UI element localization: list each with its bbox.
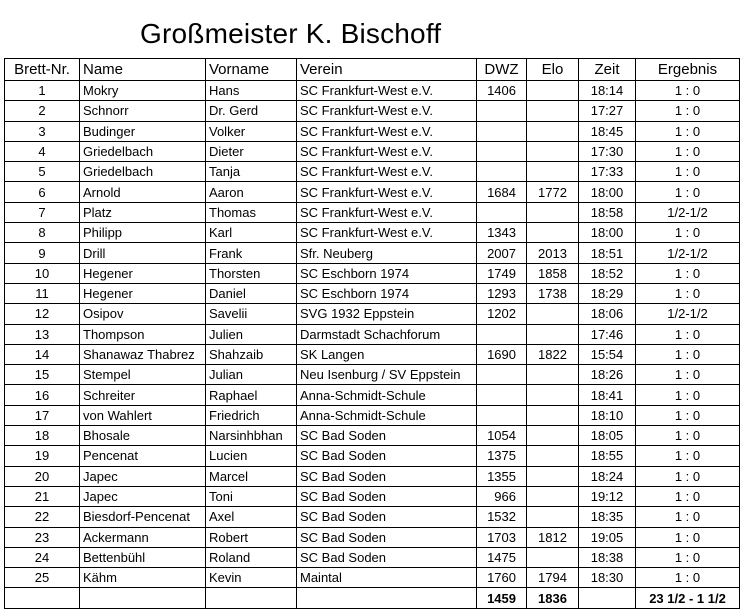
name-cell: Budinger <box>80 121 206 141</box>
club-cell: SC Frankfurt-West e.V. <box>297 141 477 161</box>
table-row <box>5 426 740 446</box>
table-row <box>5 304 740 324</box>
elo-cell <box>527 202 579 222</box>
elo-cell: 1738 <box>527 283 579 303</box>
first-name-cell: Toni <box>206 486 297 506</box>
dwz-cell: 1202 <box>477 304 527 324</box>
time-cell: 18:58 <box>579 202 636 222</box>
result-cell: 1 : 0 <box>636 466 740 486</box>
time-cell: 15:54 <box>579 344 636 364</box>
first-name-cell: Julien <box>206 324 297 344</box>
result-cell: 1 : 0 <box>636 162 740 182</box>
name-cell: Osipov <box>80 304 206 324</box>
name-cell: Hegener <box>80 263 206 283</box>
board-cell: 21 <box>5 486 80 506</box>
time-cell: 18:24 <box>579 466 636 486</box>
table-row <box>5 81 740 101</box>
elo-cell <box>527 101 579 121</box>
first-name-cell: Friedrich <box>206 405 297 425</box>
club-cell: Maintal <box>297 568 477 588</box>
time-cell: 18:10 <box>579 405 636 425</box>
name-cell: Japec <box>80 486 206 506</box>
column-header-board: Brett-Nr. <box>5 59 80 81</box>
first-name-cell: Axel <box>206 507 297 527</box>
elo-cell: 1858 <box>527 263 579 283</box>
dwz-cell <box>477 141 527 161</box>
board-cell: 10 <box>5 263 80 283</box>
dwz-cell <box>477 405 527 425</box>
name-cell: Bettenbühl <box>80 547 206 567</box>
name-cell: Stempel <box>80 365 206 385</box>
table-row <box>5 182 740 202</box>
board-cell: 20 <box>5 466 80 486</box>
table-row <box>5 263 740 283</box>
result-cell: 1 : 0 <box>636 141 740 161</box>
name-cell: Philipp <box>80 223 206 243</box>
board-cell: 9 <box>5 243 80 263</box>
table-row <box>5 405 740 425</box>
elo-cell <box>527 223 579 243</box>
elo-cell <box>527 446 579 466</box>
board-cell: 6 <box>5 182 80 202</box>
totals-row <box>5 588 740 608</box>
first-name-cell: Aaron <box>206 182 297 202</box>
time-cell: 19:05 <box>579 527 636 547</box>
first-name-cell: Raphael <box>206 385 297 405</box>
result-cell: 1 : 0 <box>636 101 740 121</box>
board-cell: 13 <box>5 324 80 344</box>
elo-cell <box>527 507 579 527</box>
table-row <box>5 283 740 303</box>
result-cell: 1 : 0 <box>636 121 740 141</box>
time-cell: 18:00 <box>579 182 636 202</box>
column-header-club: Verein <box>297 59 477 81</box>
result-cell: 1 : 0 <box>636 324 740 344</box>
table-row <box>5 547 740 567</box>
table-row <box>5 121 740 141</box>
board-cell: 12 <box>5 304 80 324</box>
result-cell: 1 : 0 <box>636 486 740 506</box>
page-title: Großmeister K. Bischoff <box>140 18 442 49</box>
elo-cell <box>527 385 579 405</box>
first-name-cell: Tanja <box>206 162 297 182</box>
elo-cell: 1836 <box>527 588 579 608</box>
first-name-cell: Lucien <box>206 446 297 466</box>
board-cell: 23 <box>5 527 80 547</box>
dwz-cell: 1684 <box>477 182 527 202</box>
time-cell: 18:14 <box>579 81 636 101</box>
time-cell: 18:06 <box>579 304 636 324</box>
elo-cell <box>527 81 579 101</box>
elo-cell <box>527 547 579 567</box>
elo-cell: 1772 <box>527 182 579 202</box>
time-cell: 18:00 <box>579 223 636 243</box>
club-cell: SC Frankfurt-West e.V. <box>297 223 477 243</box>
result-cell: 1 : 0 <box>636 81 740 101</box>
result-cell: 23 1/2 - 1 1/2 <box>636 588 740 608</box>
board-cell: 5 <box>5 162 80 182</box>
first-name-cell: Savelii <box>206 304 297 324</box>
name-cell: Biesdorf-Pencenat <box>80 507 206 527</box>
board-cell: 19 <box>5 446 80 466</box>
club-cell: Sfr. Neuberg <box>297 243 477 263</box>
club-cell: SC Frankfurt-West e.V. <box>297 81 477 101</box>
first-name-cell: Dr. Gerd <box>206 101 297 121</box>
elo-cell <box>527 486 579 506</box>
time-cell: 18:45 <box>579 121 636 141</box>
dwz-cell <box>477 324 527 344</box>
table-header-row <box>5 59 740 81</box>
club-cell: SC Frankfurt-West e.V. <box>297 121 477 141</box>
board-cell: 17 <box>5 405 80 425</box>
first-name-cell: Kevin <box>206 568 297 588</box>
first-name-cell: Dieter <box>206 141 297 161</box>
dwz-cell: 1406 <box>477 81 527 101</box>
elo-cell <box>527 121 579 141</box>
board-cell: 14 <box>5 344 80 364</box>
name-cell: Hegener <box>80 283 206 303</box>
first-name-cell: Karl <box>206 223 297 243</box>
result-cell: 1 : 0 <box>636 263 740 283</box>
time-cell: 18:51 <box>579 243 636 263</box>
name-cell: von Wahlert <box>80 405 206 425</box>
column-header-dwz: DWZ <box>477 59 527 81</box>
dwz-cell: 1760 <box>477 568 527 588</box>
result-cell: 1 : 0 <box>636 568 740 588</box>
club-cell: SC Frankfurt-West e.V. <box>297 162 477 182</box>
dwz-cell: 1532 <box>477 507 527 527</box>
board-cell: 3 <box>5 121 80 141</box>
result-cell: 1 : 0 <box>636 547 740 567</box>
dwz-cell: 1054 <box>477 426 527 446</box>
dwz-cell: 1459 <box>477 588 527 608</box>
club-cell: SC Bad Soden <box>297 527 477 547</box>
board-cell: 1 <box>5 81 80 101</box>
first-name-cell: Daniel <box>206 283 297 303</box>
elo-cell: 1812 <box>527 527 579 547</box>
result-cell: 1 : 0 <box>636 344 740 364</box>
time-cell: 18:55 <box>579 446 636 466</box>
club-cell <box>297 588 477 608</box>
time-cell: 17:27 <box>579 101 636 121</box>
result-cell: 1 : 0 <box>636 283 740 303</box>
board-cell: 15 <box>5 365 80 385</box>
club-cell: SC Bad Soden <box>297 426 477 446</box>
column-header-time: Zeit <box>579 59 636 81</box>
name-cell <box>80 588 206 608</box>
dwz-cell: 1475 <box>477 547 527 567</box>
time-cell: 18:38 <box>579 547 636 567</box>
dwz-cell: 1703 <box>477 527 527 547</box>
board-cell: 24 <box>5 547 80 567</box>
time-cell: 18:29 <box>579 283 636 303</box>
first-name-cell <box>206 588 297 608</box>
name-cell: Mokry <box>80 81 206 101</box>
club-cell: Neu Isenburg / SV Eppstein <box>297 365 477 385</box>
name-cell: Shanawaz Thabrez <box>80 344 206 364</box>
dwz-cell: 1690 <box>477 344 527 364</box>
time-cell: 18:35 <box>579 507 636 527</box>
club-cell: SC Bad Soden <box>297 446 477 466</box>
name-cell: Arnold <box>80 182 206 202</box>
name-cell: Schreiter <box>80 385 206 405</box>
elo-cell <box>527 324 579 344</box>
dwz-cell: 1375 <box>477 446 527 466</box>
name-cell: Kähm <box>80 568 206 588</box>
table-row <box>5 568 740 588</box>
result-cell: 1 : 0 <box>636 385 740 405</box>
time-cell: 17:46 <box>579 324 636 344</box>
dwz-cell: 1749 <box>477 263 527 283</box>
name-cell: Thompson <box>80 324 206 344</box>
board-cell: 2 <box>5 101 80 121</box>
result-cell: 1 : 0 <box>636 223 740 243</box>
elo-cell <box>527 365 579 385</box>
elo-cell <box>527 304 579 324</box>
club-cell: SVG 1932 Eppstein <box>297 304 477 324</box>
time-cell: 18:05 <box>579 426 636 446</box>
first-name-cell: Roland <box>206 547 297 567</box>
table-row <box>5 162 740 182</box>
name-cell: Schnorr <box>80 101 206 121</box>
table-row <box>5 223 740 243</box>
club-cell: SK Langen <box>297 344 477 364</box>
board-cell: 7 <box>5 202 80 222</box>
elo-cell <box>527 162 579 182</box>
table-row <box>5 243 740 263</box>
club-cell: Anna-Schmidt-Schule <box>297 385 477 405</box>
board-cell <box>5 588 80 608</box>
result-cell: 1 : 0 <box>636 507 740 527</box>
elo-cell: 2013 <box>527 243 579 263</box>
elo-cell <box>527 405 579 425</box>
first-name-cell: Frank <box>206 243 297 263</box>
first-name-cell: Julian <box>206 365 297 385</box>
time-cell <box>579 588 636 608</box>
board-cell: 11 <box>5 283 80 303</box>
board-cell: 25 <box>5 568 80 588</box>
dwz-cell <box>477 365 527 385</box>
result-cell: 1 : 0 <box>636 426 740 446</box>
table-row <box>5 527 740 547</box>
board-cell: 18 <box>5 426 80 446</box>
club-cell: SC Bad Soden <box>297 486 477 506</box>
name-cell: Ackermann <box>80 527 206 547</box>
time-cell: 18:26 <box>579 365 636 385</box>
table-row <box>5 446 740 466</box>
first-name-cell: Thorsten <box>206 263 297 283</box>
column-header-result: Ergebnis <box>636 59 740 81</box>
club-cell: SC Bad Soden <box>297 466 477 486</box>
time-cell: 18:52 <box>579 263 636 283</box>
name-cell: Griedelbach <box>80 141 206 161</box>
club-cell: SC Frankfurt-West e.V. <box>297 202 477 222</box>
dwz-cell: 1293 <box>477 283 527 303</box>
first-name-cell: Volker <box>206 121 297 141</box>
board-cell: 4 <box>5 141 80 161</box>
elo-cell: 1794 <box>527 568 579 588</box>
table-row <box>5 141 740 161</box>
table-row <box>5 486 740 506</box>
dwz-cell: 966 <box>477 486 527 506</box>
result-cell: 1 : 0 <box>636 182 740 202</box>
result-cell: 1/2-1/2 <box>636 202 740 222</box>
result-cell: 1 : 0 <box>636 527 740 547</box>
column-header-first-name: Vorname <box>206 59 297 81</box>
board-cell: 22 <box>5 507 80 527</box>
first-name-cell: Marcel <box>206 466 297 486</box>
name-cell: Griedelbach <box>80 162 206 182</box>
result-cell: 1 : 0 <box>636 405 740 425</box>
time-cell: 18:41 <box>579 385 636 405</box>
elo-cell <box>527 466 579 486</box>
time-cell: 18:30 <box>579 568 636 588</box>
time-cell: 17:33 <box>579 162 636 182</box>
table-row <box>5 101 740 121</box>
name-cell: Bhosale <box>80 426 206 446</box>
first-name-cell: Hans <box>206 81 297 101</box>
dwz-cell <box>477 162 527 182</box>
elo-cell <box>527 141 579 161</box>
dwz-cell <box>477 202 527 222</box>
first-name-cell: Thomas <box>206 202 297 222</box>
club-cell: SC Frankfurt-West e.V. <box>297 101 477 121</box>
result-cell: 1 : 0 <box>636 365 740 385</box>
result-cell: 1 : 0 <box>636 446 740 466</box>
table-row <box>5 365 740 385</box>
board-cell: 8 <box>5 223 80 243</box>
club-cell: SC Eschborn 1974 <box>297 283 477 303</box>
time-cell: 17:30 <box>579 141 636 161</box>
results-table <box>4 58 740 609</box>
elo-cell <box>527 426 579 446</box>
dwz-cell <box>477 385 527 405</box>
club-cell: SC Bad Soden <box>297 547 477 567</box>
column-header-elo: Elo <box>527 59 579 81</box>
elo-cell: 1822 <box>527 344 579 364</box>
dwz-cell: 2007 <box>477 243 527 263</box>
name-cell: Japec <box>80 466 206 486</box>
table-row <box>5 324 740 344</box>
name-cell: Platz <box>80 202 206 222</box>
first-name-cell: Narsinhbhan <box>206 426 297 446</box>
club-cell: SC Bad Soden <box>297 507 477 527</box>
board-cell: 16 <box>5 385 80 405</box>
first-name-cell: Shahzaib <box>206 344 297 364</box>
club-cell: SC Eschborn 1974 <box>297 263 477 283</box>
table-row <box>5 466 740 486</box>
dwz-cell <box>477 101 527 121</box>
name-cell: Pencenat <box>80 446 206 466</box>
dwz-cell: 1343 <box>477 223 527 243</box>
result-cell: 1/2-1/2 <box>636 304 740 324</box>
table-row <box>5 385 740 405</box>
club-cell: Darmstadt Schachforum <box>297 324 477 344</box>
club-cell: Anna-Schmidt-Schule <box>297 405 477 425</box>
result-cell: 1/2-1/2 <box>636 243 740 263</box>
name-cell: Drill <box>80 243 206 263</box>
column-header-name: Name <box>80 59 206 81</box>
time-cell: 19:12 <box>579 486 636 506</box>
club-cell: SC Frankfurt-West e.V. <box>297 182 477 202</box>
dwz-cell: 1355 <box>477 466 527 486</box>
table-row <box>5 507 740 527</box>
first-name-cell: Robert <box>206 527 297 547</box>
table-row <box>5 344 740 364</box>
table-row <box>5 202 740 222</box>
dwz-cell <box>477 121 527 141</box>
